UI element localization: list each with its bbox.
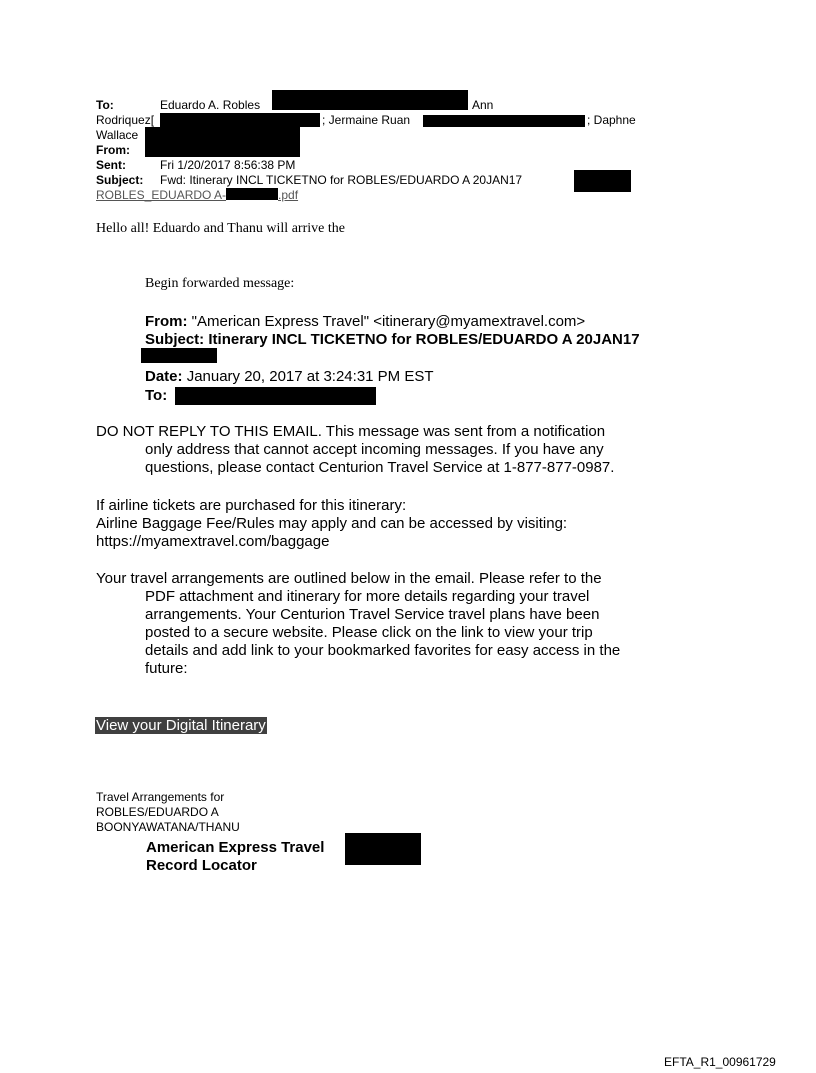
- attachment-name-a: ROBLES_EDUARDO A-: [96, 188, 227, 202]
- forwarded-date-label: Date:: [145, 368, 183, 385]
- document-id: EFTA_R1_00961729: [664, 1055, 776, 1069]
- sent-label: Sent:: [96, 158, 126, 172]
- subject-value: Fwd: Itinerary INCL TICKETNO for ROBLES/EDUARDO A 20JAN17: [160, 173, 523, 187]
- to-line3: Wallace: [96, 128, 139, 142]
- redaction-block: [145, 127, 300, 157]
- sent-value: Fri 1/20/2017 8:56:38 PM: [160, 158, 296, 172]
- redaction-block: [423, 115, 585, 127]
- view-digital-itinerary-link[interactable]: View your Digital Itinerary: [96, 717, 266, 734]
- subject-label: Subject:: [96, 173, 144, 187]
- to-line2-b: ; Jermaine Ruan: [322, 113, 411, 127]
- record-locator-line-2: Record Locator: [146, 857, 257, 874]
- arrangements-line-2: PDF attachment and itinerary for more details regarding your travel: [145, 588, 590, 605]
- redaction-block: [160, 113, 320, 127]
- forwarded-from: [145, 312, 585, 331]
- baggage-url[interactable]: https://myamextravel.com/baggage: [96, 533, 330, 550]
- redaction-block: [175, 387, 376, 405]
- redaction-block: [272, 90, 468, 110]
- travel-for-line-1: Travel Arrangements for: [96, 790, 225, 804]
- forwarded-date-value: January 20, 2017 at 3:24:31 PM EST: [186, 368, 434, 385]
- forwarded-to: [145, 386, 167, 405]
- forwarded-subject-label: Subject:: [145, 331, 205, 348]
- redaction-block: [226, 188, 278, 200]
- arrangements-line-3: arrangements. Your Centurion Travel Service travel plans have been: [145, 606, 600, 623]
- attachment-link[interactable]: [96, 188, 298, 202]
- forwarded-subject: [145, 330, 640, 349]
- baggage-line-2: Airline Baggage Fee/Rules may apply and can be accessed by visiting:: [96, 515, 568, 532]
- redaction-block: [574, 170, 631, 192]
- to-value: Eduardo A. Robles: [160, 98, 261, 112]
- forwarded-from-value: "American Express Travel" <itinerary@myamextravel.com>: [191, 313, 586, 330]
- forwarded-date: [145, 367, 434, 386]
- redaction-block: [345, 833, 421, 865]
- forwarded-subject-value: Itinerary INCL TICKETNO for ROBLES/EDUARDO A 20JAN17: [208, 331, 640, 348]
- notice-line-2: only address that cannot accept incoming messages. If you have any: [145, 441, 604, 458]
- to-label: To:: [96, 98, 114, 112]
- arrangements-line-6: future:: [145, 660, 188, 677]
- notice-line-3: questions, please contact Centurion Travel Service at 1-877-877-0987.: [145, 459, 615, 476]
- arrangements-line-4: posted to a secure website. Please click on the link to view your trip: [145, 624, 593, 641]
- forwarded-to-label: To:: [145, 387, 168, 404]
- notice-line-1: DO NOT REPLY TO THIS EMAIL. This message was sent from a notification: [96, 423, 606, 440]
- from-label: From:: [96, 143, 130, 157]
- forwarded-intro: Begin forwarded message:: [145, 276, 295, 291]
- travel-for-line-3: BOONYAWATANA/THANU: [96, 820, 240, 834]
- to-line2-a: Rodriquez[: [96, 113, 155, 127]
- to-extra: Ann: [472, 98, 494, 112]
- to-line2-c: ; Daphne: [587, 113, 636, 127]
- forwarded-from-label: From:: [145, 313, 188, 330]
- record-locator-line-1: American Express Travel: [146, 839, 325, 856]
- redaction-block: [141, 348, 217, 363]
- arrangements-line-1: Your travel arrangements are outlined below in the email. Please refer to the: [96, 570, 602, 587]
- attachment-name-b: .pdf: [278, 188, 299, 202]
- greeting: Hello all! Eduardo and Thanu will arrive the: [96, 221, 345, 236]
- arrangements-line-5: details and add link to your bookmarked favorites for easy access in the: [145, 642, 621, 659]
- baggage-line-1: If airline tickets are purchased for this itinerary:: [96, 497, 407, 514]
- travel-for-line-2: ROBLES/EDUARDO A: [96, 805, 219, 819]
